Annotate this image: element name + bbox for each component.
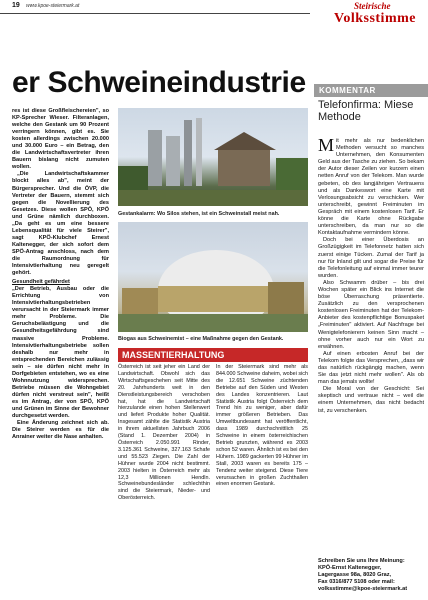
- header-url: www.kpoe-steiermark.at: [26, 3, 80, 9]
- article-paragraph: Eine Änderung zeichnet sich ab. Die Steirer werden es für die Anrainer weiter die Nase anhalten.: [12, 420, 109, 441]
- article-paragraph: res ist diese Großfleischereien", so KP-Sprecher Wieser. Filteranlagen, welche den Gestank um 90 Prozent verringern können, gibt es. Sie kosten allerdings zwischen 20.000 und 30.000 Euro – ein Betrag, den die Landwirtschaftsvertreter ihren Bauern bislang nicht zumuten wollen.: [12, 108, 109, 171]
- commentary-paragraph: it mehr als nur bedenklichen Methoden versucht so manches Unternehmen, den Konsumenten Geld aus der Tasche zu ziehen. So bekam der Autor dieser Zeilen vor kurzem einen netten Anruf von der Telekom. Man wurde gebeten, ob des langjährigen Vertrauens und als Dankeswort eine Karte mit Verlosungsabsicht zu verschicken. Wer unterschreibt, gewinnt Freiminuten im Gespräch mit einem kostenlosen Tarif. Er könne die Karte ohne Rückgabe unterschreiben, da man nur so die Kontaktaufnahme vermindern könne.: [318, 138, 424, 237]
- commentary-paragraph: Also Schwamm drüber – bis drei Wochen später ein Blick ins Internet die böse Überraschung präsentierte. Zusätzlich zu den versprochenen kostenlosen Freiminuten hat der Telekom-Anbieter des kostenpflichtige Bonuspaket „Freiminuten" aktiviert. Auf Nachfrage bei Wenigtelefonierern keinen Sinn macht – ohne vorher auch nur ein Wort zu erwähnen.: [318, 279, 424, 350]
- dropcap: M: [318, 135, 335, 155]
- contact-line: Lagergasse 98a, 8020 Graz,: [318, 572, 392, 579]
- article-paragraph: „Die Landwirtschaftskammer blockt alles ab", meint der Bürgersprecher. Und die ÖVP, die Vertreter der Bauern, stemmt sich gegen die Novellierung des Gesetzes. Diese wollen SPÖ, KPÖ und Grüne nämlich durchboxen. „Da geht es um eine bessere Lebensqualität für viele Steirer", sagt KPÖ-Klubchef Ernest Kaltenegger, der sich sofort dem SPÖ-Antrag anschloss, nach dem die Raumordnung für Intensivtierhaltung neu geregelt gehört.: [12, 171, 109, 277]
- article-headline: er Schweineindustrie: [12, 66, 306, 99]
- contact-line: Schreiben Sie uns Ihre Meinung:: [318, 558, 405, 564]
- infobox-paragraph: Österreich ist seit jeher ein Land der Landwirtschaft. Obwohl sich das Wirtschaftsgeschehen seit Mitte des 20. Jahrhunderts weit in den Dienstleistungsbereich verschoben hat, hat die Landwirtschaft hierzulande einen hohen Stellenwert und liefert Produkte hoher Qualität. Insgesamt zählte die Statistik Austria in ihrem aktuellsten Jahrbuch 2006 (Stand 1. Dezember 2004) in Österreich 2.050.991 Rinder, 3.125.361 Schweine, 327.163 Schafe und 55.523 Ziegen. Die Zahl der Hühner wurde 2004 nicht bestimmt. 2003 hielten in Österreich mehr als 12,3 Millionen Hendln. Schweinebundesländer schlechthin sind die Steiermark, Nieder- und Oberösterreich.: [118, 364, 210, 502]
- commentary-paragraph: Die Moral von der Geschicht: Sei skeptisch und vertraue nicht – weil die einem Unternehmen, das nicht bedacht ist, zu verschenken.: [318, 386, 424, 414]
- article-subheading: Gesundheit gefährdet: [12, 279, 70, 286]
- infobox-title: MASSENTIERHALTUNG: [118, 348, 308, 362]
- article-column: [12, 108, 109, 441]
- photo-biogas: [118, 222, 308, 332]
- article-paragraph: „Der Betrieb, Ausbau oder die Errichtung von Intensivtierhaltungsbetrieben verursacht in der Steiermark immer mehr Probleme. Die Geruchsbelästigung und die Gesundheitsgefährdung sind massive Probleme. Intensivtierhaltungsbetriebe sollen deshalb nur mehr in entsprechenden Bereichen zulässig sein – sie dürfen nicht mehr in Dorfgebieten entstehen, wo es eine Wohnnutzung widersprechen. Betriebe müssen die Wohngebiet dürfen nicht verstreut sein", heißt es im Antrag, der von SPÖ, KPÖ und Grünen im Sinne der Bewohner durchgesetzt werden.: [12, 286, 109, 420]
- commentary-label: KOMMENTAR: [314, 84, 428, 97]
- contact-line: KPÖ-Ernst Kaltenegger,: [318, 565, 382, 572]
- infobox-paragraph: In der Steiermark sind mehr als 844.000 Schweine daheim, wobei sich die 12.651 Schweine züchtenden Betriebe auf den Süden und Westen des Landes konzentrieren. Laut Statistik Austria folgt Österreich dem Trend hin zu weniger, aber dafür immer größeren Betrieben. Das Umweltbundesamt hat veröffentlicht, dass 1989 durchschnittlich 25 Schweine in einem österreichischen Betrieb grunzten, während es 2003 schon 52 waren. Ähnlich ist es bei den Hühern. 1989 gackerten 99 Hühner im Stall, 2003 waren es bereits 175 – Tendenz weiter steigend. Diese Tiere verursachen in großen Zuchthallen einen enormen Gestank.: [216, 364, 308, 488]
- contact-line: Fax 0316/877 5108 oder mail:: [318, 579, 395, 586]
- biogas-illustration: [118, 222, 308, 332]
- commentary-text: [318, 135, 424, 415]
- commentary-paragraph: Doch bei einer Überdosis an Großzügigkeit im Telefonnetz hatten sich zuerst einige Tücken. Zumal der Tarif ja nur für Inland gilt und sogar die Preise für die Telefonleitung auf einmal immer teurer wurden.: [318, 237, 424, 279]
- photo-silos: [118, 108, 308, 206]
- photo-caption: Biogas aus Schweinemist – eine Maßnahme gegen den Gestank.: [118, 336, 284, 342]
- contact-email[interactable]: volksstimme@kpoe-steiermark.at: [318, 586, 408, 593]
- header-rule: [0, 13, 310, 14]
- letter-contact: [318, 558, 426, 593]
- infobox-body: [118, 364, 308, 502]
- masthead: Volksstimme: [334, 11, 416, 26]
- photo-caption: Gestankalarm: Wo Silos stehen, ist ein Schweinstall meist nah.: [118, 211, 280, 217]
- page-number: 19: [12, 2, 20, 9]
- silos-illustration: [118, 108, 308, 206]
- commentary-paragraph: Auf einen erbosten Anruf bei der Telekom folgte das Versprechen, „dass wir das natürlich rückgängig machen, wenn Sie das jetzt nicht mehr wollen". Als ob man das jemals wollte!: [318, 350, 424, 386]
- masthead-top: Steirische: [354, 1, 391, 11]
- commentary-title: Telefonfirma: Miese Methode: [318, 99, 414, 123]
